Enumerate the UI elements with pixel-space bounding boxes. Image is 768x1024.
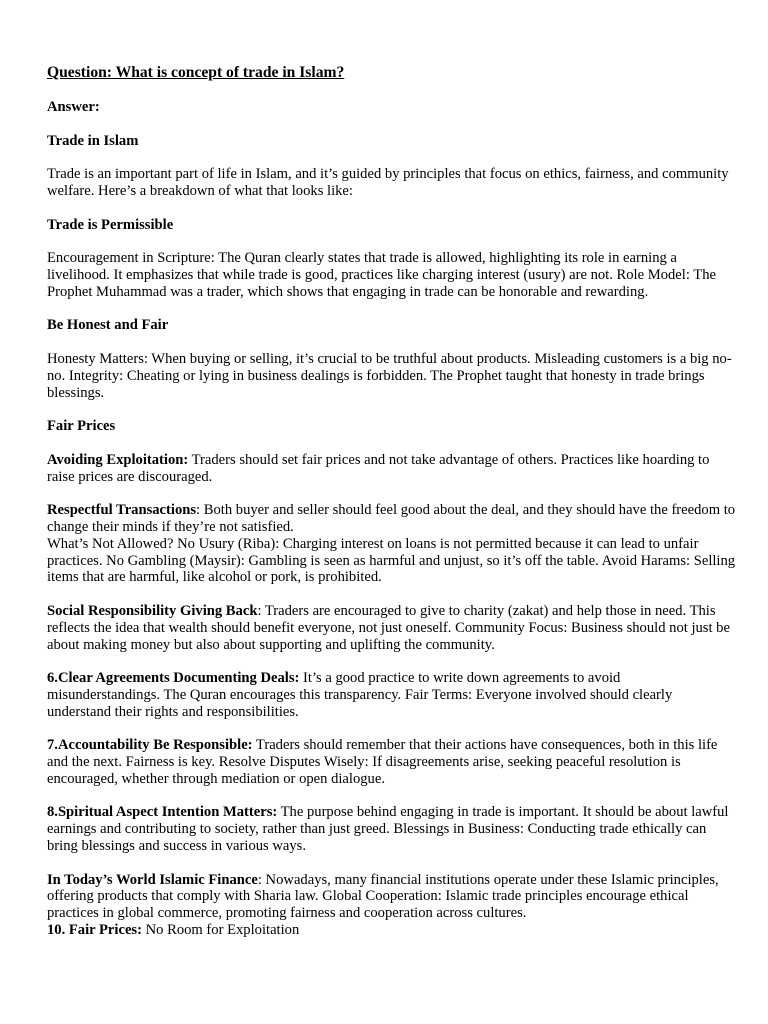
respectful-transactions-label: Respectful Transactions	[47, 502, 197, 519]
heading-trade-in-islam: Trade in Islam	[47, 132, 139, 149]
intro-paragraph: Trade is an important part of life in Islam, and it’s guided by principles that focus on ethics, fairness, and community welfare. Here’s a breakdown of what that looks like:	[47, 166, 729, 199]
heading-honest-fair: Be Honest and Fair	[47, 317, 169, 334]
avoid-exploitation-label: Avoiding Exploitation:	[47, 451, 189, 468]
document-page	[47, 64, 737, 939]
fair-prices-line	[47, 922, 737, 939]
honest-paragraph: Honesty Matters: When buying or selling, it’s crucial to be truthful about products. Misleading customers is a big no-no. Integrity: Cheating or lying in business dealings is forbidden. The Prophet taught that honesty in trade brings blessings.	[47, 350, 732, 401]
todays-world-label: In Today’s World Islamic Finance	[47, 871, 258, 888]
not-allowed-paragraph: What’s Not Allowed? No Usury (Riba): Charging interest on loans is not permitted because it can lead to unfair practices. No Gambling (Maysir): Gambling is seen as harmful and unjust, so it’s off the table. Avoid Harams: Selling items that are harmful, like alcohol or pork, is prohibited.	[47, 535, 736, 586]
answer-label: Answer:	[47, 99, 100, 115]
social-responsibility-text: : Traders are encouraged to give to charity (zakat) and help those in need. This reflects the idea that wealth should benefit everyone, not just oneself. Community Focus: Business should not just be about making money but also about supporting and uplifting the community.	[47, 602, 730, 653]
avoid-exploitation-paragraph	[47, 452, 737, 486]
social-responsibility-paragraph	[47, 603, 737, 653]
todays-world-text: : Nowadays, many financial institutions operate under these Islamic principles, offering products that comply with Sharia law. Global Cooperation: Islamic trade principles encourage ethical practices in global commerce, promoting fairness and cooperation across cultures.	[47, 871, 719, 922]
spiritual-aspect-text: The purpose behind engaging in trade is important. It should be about lawful earnings and contributing to society, rather than just greed. Blessings in Business: Conducting trade ethically can bring blessings and success in various ways.	[47, 804, 729, 855]
clear-agreements-paragraph	[47, 670, 737, 720]
respectful-transactions-paragraph	[47, 502, 737, 536]
spiritual-aspect-label: 8.Spiritual Aspect Intention Matters:	[47, 804, 278, 821]
heading-trade-permissible: Trade is Permissible	[47, 216, 174, 233]
social-responsibility-label: Social Responsibility Giving Back	[47, 602, 258, 619]
respectful-transactions-text: : Both buyer and seller should feel good about the deal, and they should have the freedom to change their minds if they’re not satisfied.	[47, 502, 736, 535]
avoid-exploitation-text: Traders should set fair prices and not take advantage of others. Practices like hoarding to raise prices are discouraged.	[47, 451, 710, 485]
accountability-paragraph	[47, 737, 737, 787]
permissible-paragraph: Encouragement in Scripture: The Quran clearly states that trade is allowed, highlighting its role in earning a livelihood. It emphasizes that while trade is good, practices like charging interest (usury) are not. Role Model: The Prophet Muhammad was a trader, which shows that engaging in trade can be honorable and rewarding.	[47, 250, 716, 300]
accountability-label: 7.Accountability Be Responsible:	[47, 737, 253, 754]
accountability-text: Traders should remember that their actions have consequences, both in this life and the next. Fairness is key. Resolve Disputes Wisely: If disagreements arise, seeking peaceful resolution is encouraged, whether through mediation or open dialogue.	[47, 737, 718, 787]
fair-prices-label: 10. Fair Prices:	[47, 922, 142, 939]
spiritual-aspect-paragraph	[47, 804, 737, 854]
heading-fair-prices: Fair Prices	[47, 418, 116, 435]
question-title: Question: What is concept of trade in Islam?	[47, 64, 345, 81]
clear-agreements-label: 6.Clear Agreements Documenting Deals:	[47, 670, 300, 687]
clear-agreements-text: It’s a good practice to write down agreements to avoid misunderstandings. The Quran encourages this transparency. Fair Terms: Everyone involved should clearly understand their rights and responsibilities.	[47, 670, 673, 720]
todays-world-paragraph	[47, 872, 737, 922]
fair-prices-text: No Room for Exploitation	[141, 922, 300, 939]
